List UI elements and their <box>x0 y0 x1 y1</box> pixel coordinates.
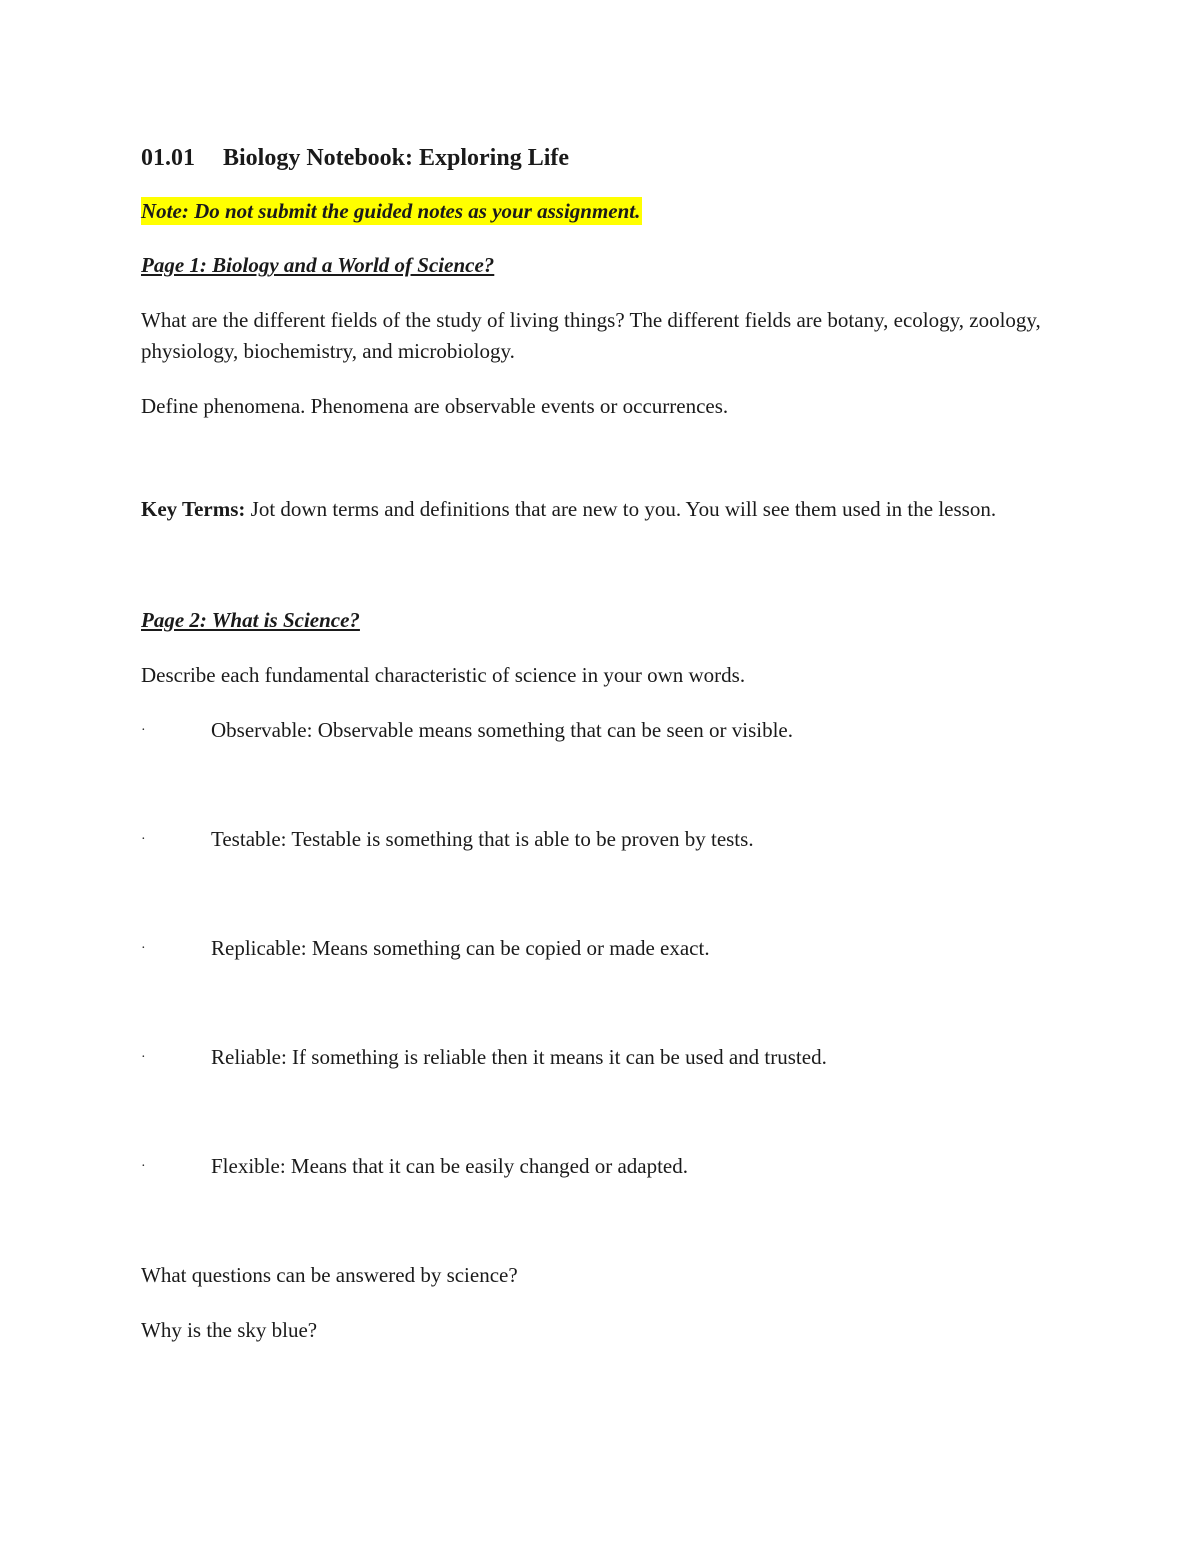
bullet-text: Testable: Testable is something that is able to be proven by tests. <box>211 827 754 851</box>
document-content <box>141 140 1061 1370</box>
bullet-dot: · <box>141 832 146 847</box>
spacer <box>141 549 1061 605</box>
title-text: Biology Notebook: Exploring Life <box>223 145 570 171</box>
bullet-dot: · <box>141 1159 146 1174</box>
phenomena-definition: Define phenomena. Phenomena are observable events or occurrences. <box>141 394 729 418</box>
list-item <box>141 1042 1061 1073</box>
fields-question-answer: What are the different fields of the study of living things? The different fields are botany, ecology, zoology, physiology, biochemistry, and microbiology. <box>141 308 1041 363</box>
bullet-text: Observable: Observable means something that can be seen or visible. <box>211 718 793 742</box>
list-item <box>141 933 1061 964</box>
key-terms-label: Key Terms: <box>141 497 246 521</box>
bullet-text: Reliable: If something is reliable then it means it can be used and trusted. <box>211 1045 827 1069</box>
list-item <box>141 715 1061 746</box>
bullet-dot: · <box>141 1050 146 1065</box>
bullet-text: Replicable: Means something can be copied or made exact. <box>211 936 710 960</box>
characteristics-intro: Describe each fundamental characteristic of science in your own words. <box>141 663 746 687</box>
science-answer: Why is the sky blue? <box>141 1318 318 1342</box>
list-item <box>141 824 1061 855</box>
list-item <box>141 1151 1061 1182</box>
page2-heading: Page 2: What is Science? <box>141 608 360 632</box>
document-title <box>141 140 1061 176</box>
highlighted-note: Note: Do not submit the guided notes as your assignment. <box>141 199 641 223</box>
spacer <box>141 446 1061 494</box>
key-terms-paragraph <box>141 494 1061 525</box>
title-number: 01.01 <box>141 145 195 171</box>
science-question: What questions can be answered by science? <box>141 1263 518 1287</box>
page1-heading: Page 1: Biology and a World of Science? <box>141 253 495 277</box>
bullet-text: Flexible: Means that it can be easily changed or adapted. <box>211 1154 689 1178</box>
bullet-dot: · <box>141 941 146 956</box>
bullet-dot: · <box>141 723 146 738</box>
key-terms-text: Jot down terms and definitions that are new to you. You will see them used in the lesson. <box>245 497 997 521</box>
